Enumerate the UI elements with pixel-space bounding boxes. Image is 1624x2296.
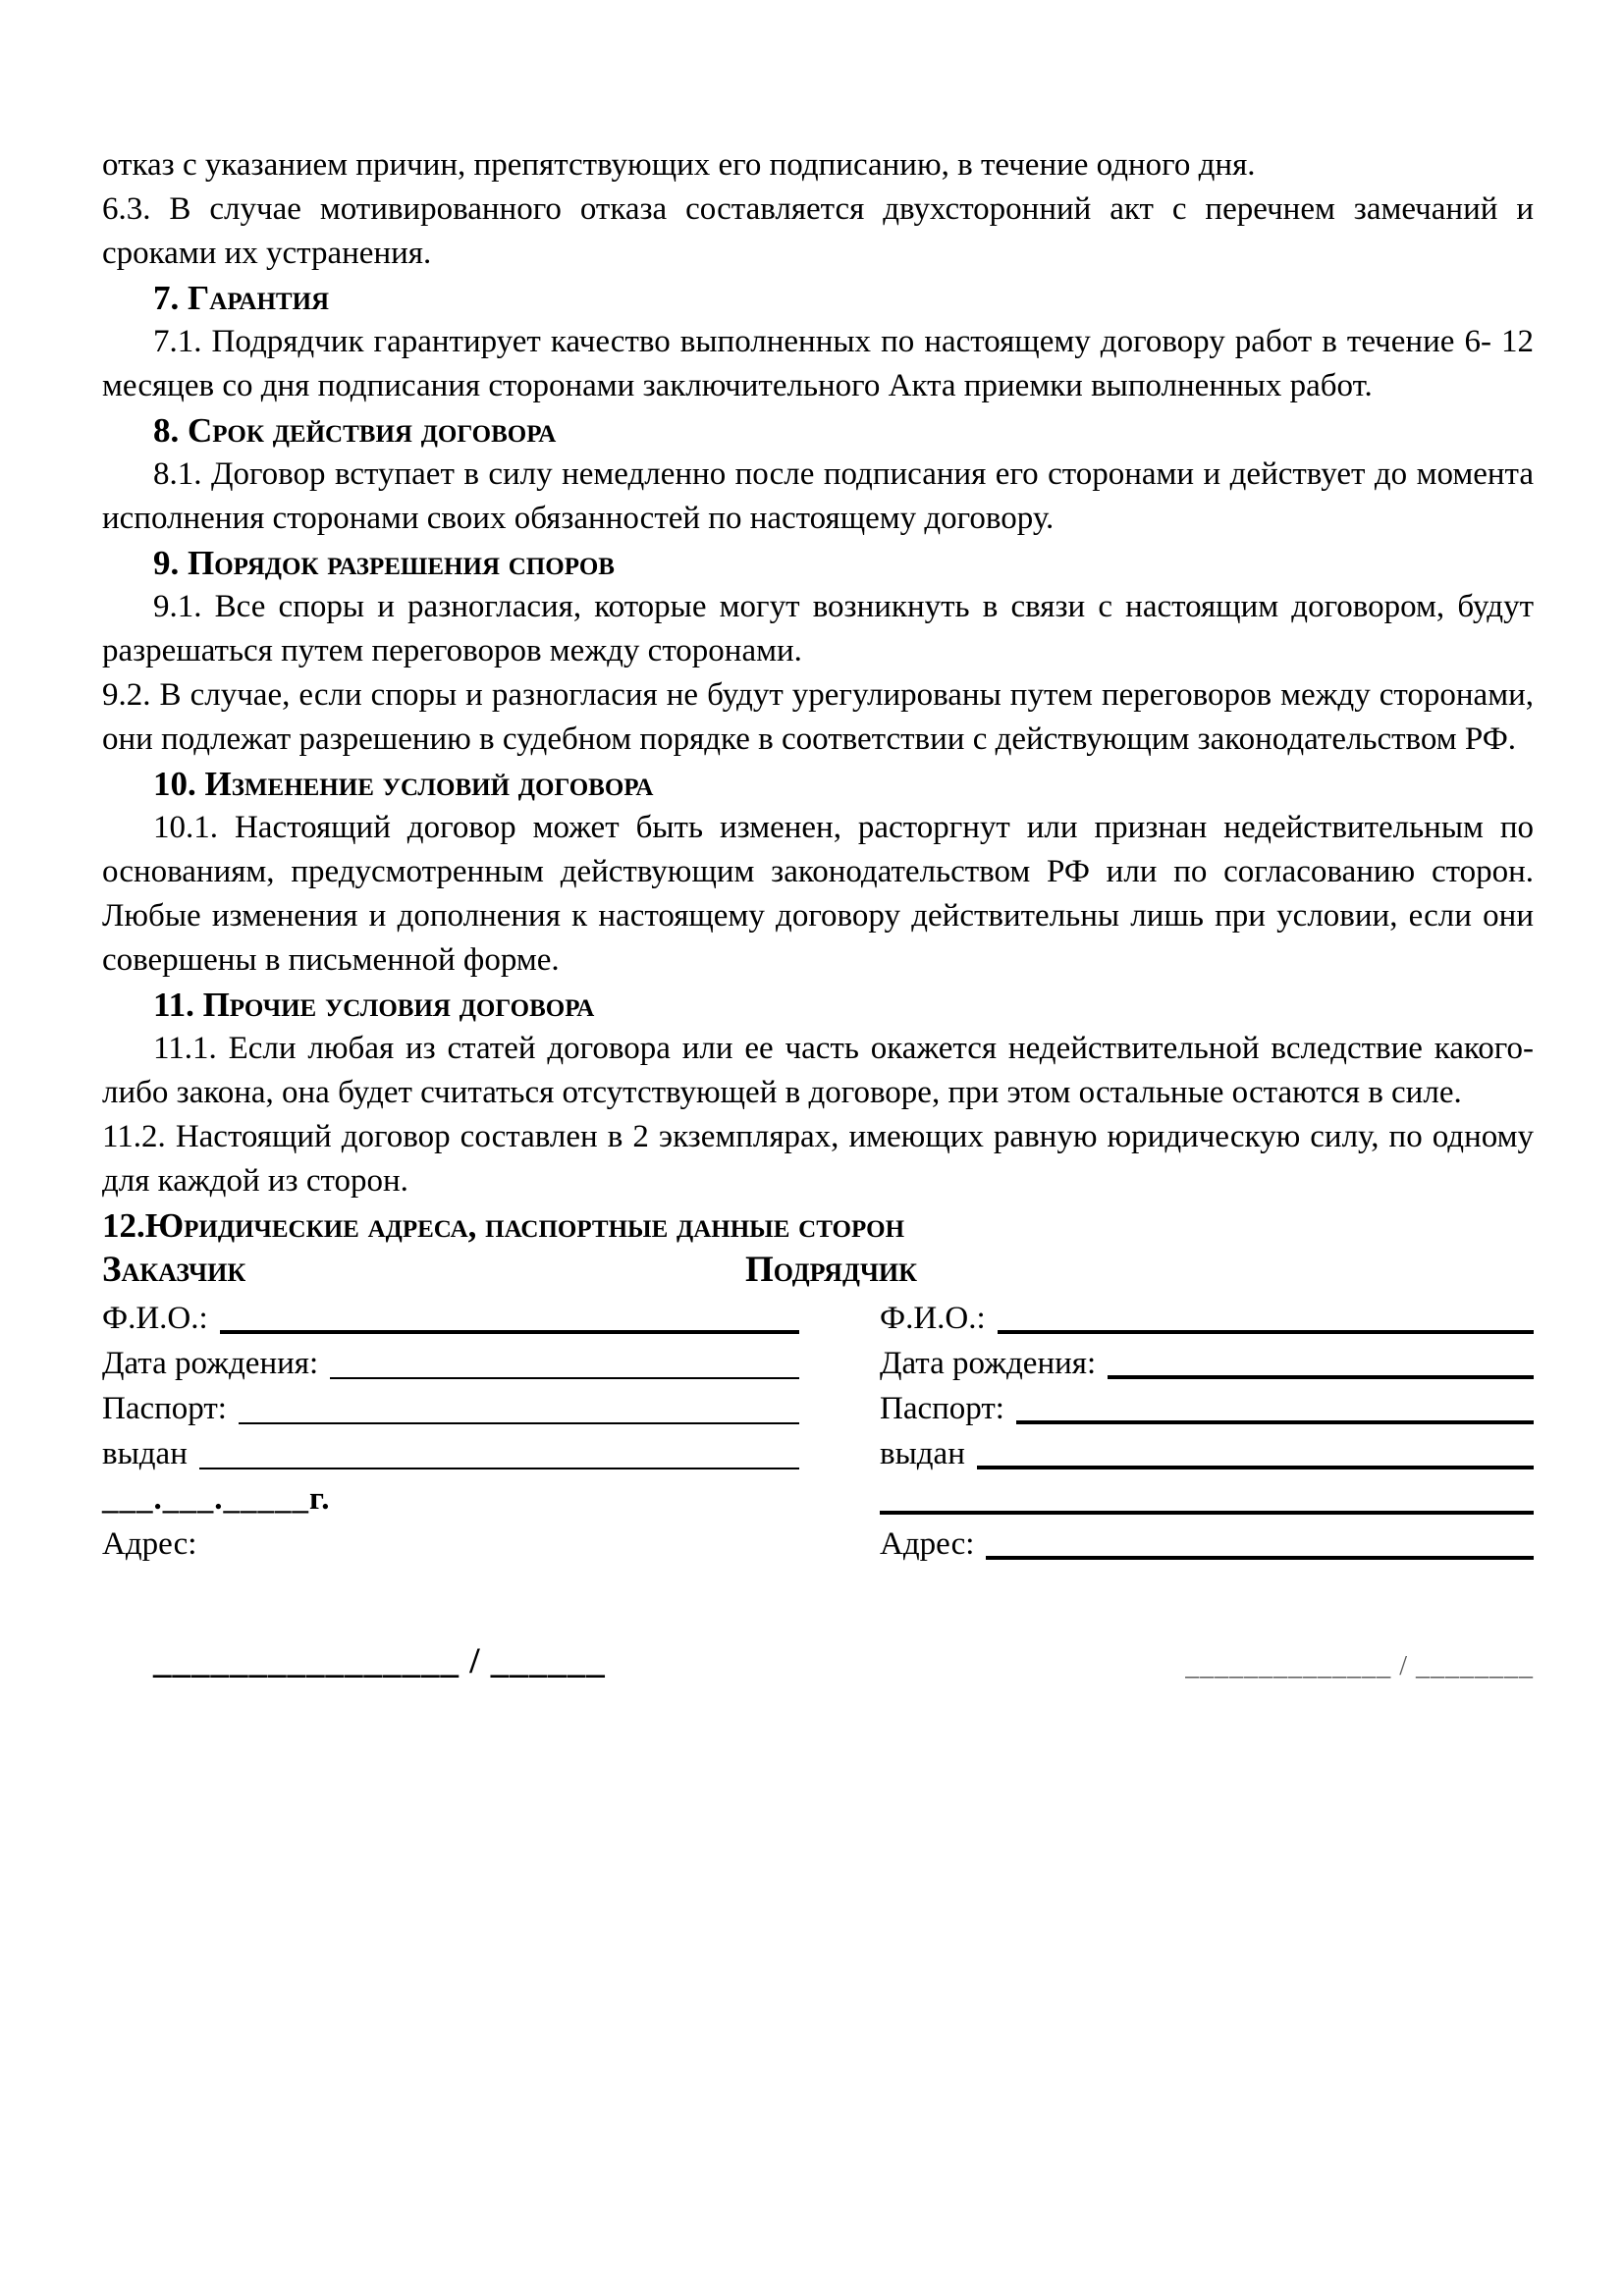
customer-signature-line: ________________ / ______ bbox=[153, 1641, 606, 1682]
contractor-address-line bbox=[986, 1556, 1534, 1560]
customer-fio-label: Ф.И.О.: bbox=[102, 1301, 208, 1336]
paragraph-11-2: 11.2. Настоящий договор составлен в 2 экземплярах, имеющих равную юридическую силу, по одному для каждой из сторон. bbox=[102, 1119, 1534, 1199]
parties-details bbox=[102, 1293, 1534, 1564]
section-9-heading: 9. Порядок разрешения споров bbox=[153, 544, 615, 582]
contractor-fio-label: Ф.И.О.: bbox=[880, 1301, 986, 1336]
signatures-row bbox=[102, 1640, 1534, 1682]
contractor-issued-label: выдан bbox=[880, 1436, 965, 1471]
paragraph-6-3: 6.3. В случае мотивированного отказа составляется двухсторонний акт с перечнем замечаний и сроками их устранения. bbox=[102, 191, 1534, 271]
contractor-extra-line bbox=[880, 1511, 1534, 1515]
contractor-extra-line-row bbox=[839, 1473, 1534, 1519]
customer-birth-row bbox=[102, 1338, 799, 1383]
customer-fio-row bbox=[102, 1293, 799, 1338]
section-10-heading: 10. Изменение условий договора bbox=[153, 765, 654, 803]
paragraph-11-1: 11.1. Если любая из статей договора или ее часть окажется недействительной вследствие какого-либо закона, она будет считаться отсутствующей в договоре, при этом остальные остаются в силе. bbox=[102, 1031, 1534, 1110]
section-7-heading: 7. Гарантия bbox=[153, 279, 330, 317]
customer-title: Заказчик bbox=[102, 1250, 246, 1290]
customer-fio-line bbox=[220, 1330, 799, 1334]
customer-address-label: Адрес: bbox=[102, 1526, 197, 1562]
customer-passport-line bbox=[239, 1422, 799, 1424]
customer-issued-row bbox=[102, 1428, 799, 1473]
contractor-issued-line bbox=[977, 1466, 1534, 1469]
customer-issued-label: выдан bbox=[102, 1436, 188, 1471]
customer-date-placeholder: ___.___._____г. bbox=[102, 1481, 331, 1517]
contractor-fio-row bbox=[839, 1293, 1534, 1338]
contractor-address-row bbox=[839, 1519, 1534, 1564]
contractor-issued-row bbox=[839, 1428, 1534, 1473]
customer-passport-row bbox=[102, 1383, 799, 1428]
section-8-heading: 8. Срок действия договора bbox=[153, 411, 557, 450]
contractor-signature-line: ______________ / ________ bbox=[1185, 1651, 1534, 1682]
party-titles-row bbox=[102, 1248, 1534, 1293]
paragraph-8-1: 8.1. Договор вступает в силу немедленно после подписания его сторонами и действует до момента исполнения сторонами своих обязанностей по настоящему договору. bbox=[102, 456, 1534, 536]
customer-birth-line bbox=[330, 1377, 799, 1379]
paragraph-9-1: 9.1. Все споры и разногласия, которые могут возникнуть в связи с настоящим договором, будут разрешаться путем переговоров между сторонами. bbox=[102, 589, 1534, 668]
contractor-passport-label: Паспорт: bbox=[880, 1391, 1004, 1426]
customer-birth-label: Дата рождения: bbox=[102, 1346, 319, 1381]
contractor-address-label: Адрес: bbox=[880, 1526, 975, 1562]
contractor-birth-label: Дата рождения: bbox=[880, 1346, 1097, 1381]
contractor-passport-line bbox=[1016, 1420, 1534, 1424]
contractor-column bbox=[839, 1293, 1534, 1564]
customer-address-row bbox=[102, 1519, 799, 1564]
customer-date-row bbox=[102, 1473, 799, 1519]
contractor-birth-line bbox=[1108, 1375, 1534, 1379]
contractor-birth-row bbox=[839, 1338, 1534, 1383]
contractor-passport-row bbox=[839, 1383, 1534, 1428]
section-12-heading: 12.Юридические адреса, паспортные данные сторон bbox=[102, 1206, 905, 1245]
paragraph-7-1: 7.1. Подрядчик гарантирует качество выполненных по настоящему договору работ в течение 6- 12 месяцев со дня подписания сторонами заключительного Акта приемки выполненных работ. bbox=[102, 324, 1534, 403]
paragraph-10-1: 10.1. Настоящий договор может быть изменен, расторгнут или признан недействительным по основаниям, предусмотренным действующим законодательством РФ или по согласованию сторон. Любые изменения и дополнения к настоящему договору действительны лишь при условии, если они совершены в письменной форме. bbox=[102, 810, 1534, 978]
paragraph-6-2-tail: отказ с указанием причин, препятствующих его подписанию, в течение одного дня. bbox=[102, 147, 1256, 183]
customer-passport-label: Паспорт: bbox=[102, 1391, 227, 1426]
paragraph-9-2: 9.2. В случае, если споры и разногласия не будут урегулированы путем переговоров между сторонами, они подлежат разрешению в судебном порядке в соответствии с действующим законодательством РФ. bbox=[102, 677, 1534, 757]
customer-column bbox=[102, 1293, 799, 1564]
customer-issued-line bbox=[199, 1468, 799, 1469]
contractor-title: Подрядчик bbox=[745, 1250, 918, 1290]
contractor-fio-line bbox=[998, 1330, 1534, 1334]
section-11-heading: 11. Прочие условия договора bbox=[153, 986, 595, 1024]
